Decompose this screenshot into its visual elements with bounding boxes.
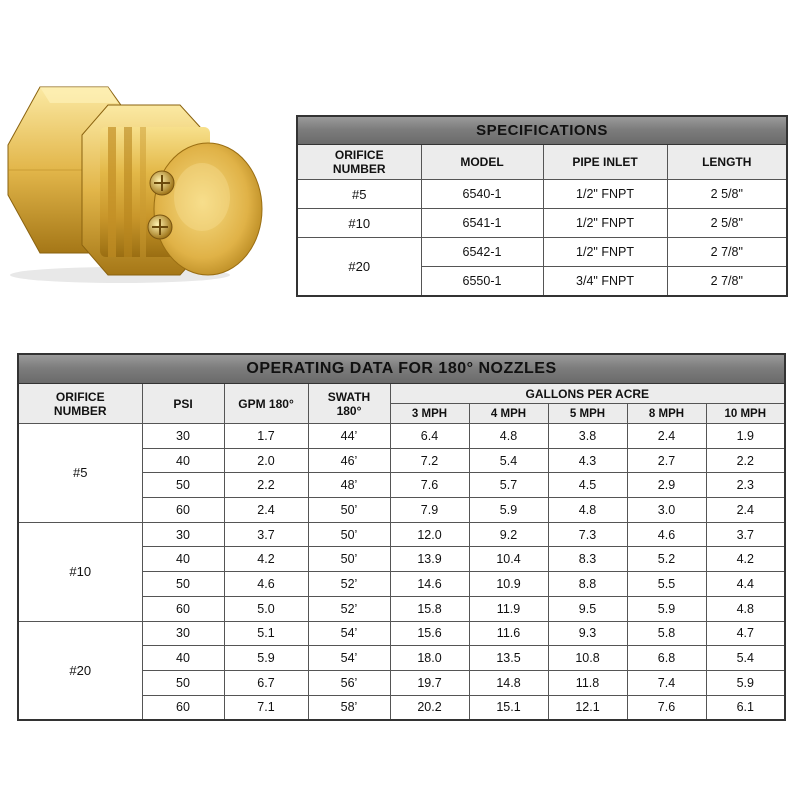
gallons-per-acre-cell: 4.2 (706, 547, 785, 572)
ops-header-gallons-per-acre: GALLONS PER ACRE (390, 384, 785, 404)
gallons-per-acre-cell: 4.5 (548, 473, 627, 498)
gallons-per-acre-cell: 15.1 (469, 695, 548, 720)
orifice-cell: #20 (18, 621, 142, 720)
spec-header-orifice: ORIFICE NUMBER (297, 145, 421, 180)
spec-header-pipe-inlet: PIPE INLET (543, 145, 667, 180)
gpm-cell: 5.1 (224, 621, 308, 646)
gallons-per-acre-cell: 11.6 (469, 621, 548, 646)
gpm-cell: 4.2 (224, 547, 308, 572)
swath-cell: 52’ (308, 572, 390, 597)
orifice-cell: #5 (18, 424, 142, 523)
swath-cell: 56’ (308, 670, 390, 695)
gallons-per-acre-cell: 5.7 (469, 473, 548, 498)
psi-cell: 60 (142, 498, 224, 523)
gallons-per-acre-cell: 4.4 (706, 572, 785, 597)
gallons-per-acre-cell: 7.4 (627, 670, 706, 695)
gallons-per-acre-cell: 5.9 (627, 596, 706, 621)
gpm-cell: 2.0 (224, 448, 308, 473)
gallons-per-acre-cell: 20.2 (390, 695, 469, 720)
swath-cell: 48’ (308, 473, 390, 498)
gpm-cell: 7.1 (224, 695, 308, 720)
gallons-per-acre-cell: 14.8 (469, 670, 548, 695)
psi-cell: 50 (142, 670, 224, 695)
gallons-per-acre-cell: 5.5 (627, 572, 706, 597)
gallons-per-acre-cell: 2.7 (627, 448, 706, 473)
psi-cell: 30 (142, 522, 224, 547)
gallons-per-acre-cell: 6.4 (390, 424, 469, 449)
gallons-per-acre-cell: 2.2 (706, 448, 785, 473)
gallons-per-acre-cell: 3.7 (706, 522, 785, 547)
swath-cell: 50’ (308, 547, 390, 572)
gallons-per-acre-cell: 12.1 (548, 695, 627, 720)
ops-header-psi: PSI (142, 384, 224, 424)
gallons-per-acre-cell: 14.6 (390, 572, 469, 597)
gallons-per-acre-cell: 6.8 (627, 646, 706, 671)
table-row (297, 238, 787, 267)
orifice-cell: #5 (297, 180, 421, 209)
gpm-cell: 2.2 (224, 473, 308, 498)
orifice-cell: #20 (297, 238, 421, 296)
model-cell: 6540-1 (421, 180, 543, 209)
psi-cell: 60 (142, 596, 224, 621)
model-cell: 6542-1 (421, 238, 543, 267)
gpm-cell: 2.4 (224, 498, 308, 523)
gallons-per-acre-cell: 5.8 (627, 621, 706, 646)
psi-cell: 30 (142, 424, 224, 449)
specifications-table (296, 115, 788, 297)
ops-header-speed: 3 MPH (390, 404, 469, 424)
psi-cell: 50 (142, 572, 224, 597)
length-cell: 2 5/8" (667, 180, 787, 209)
operating-data-title: OPERATING DATA FOR 180° NOZZLES (18, 354, 785, 384)
operating-data-table (17, 353, 786, 721)
gallons-per-acre-cell: 2.4 (627, 424, 706, 449)
pipe-inlet-cell: 1/2" FNPT (543, 180, 667, 209)
gallons-per-acre-cell: 2.3 (706, 473, 785, 498)
gallons-per-acre-cell: 3.0 (627, 498, 706, 523)
pipe-inlet-cell: 3/4" FNPT (543, 267, 667, 296)
gallons-per-acre-cell: 4.3 (548, 448, 627, 473)
ops-header-speed: 5 MPH (548, 404, 627, 424)
swath-cell: 58’ (308, 695, 390, 720)
psi-cell: 30 (142, 621, 224, 646)
gpm-cell: 1.7 (224, 424, 308, 449)
swath-cell: 44’ (308, 424, 390, 449)
gallons-per-acre-cell: 5.9 (469, 498, 548, 523)
table-row (297, 209, 787, 238)
spec-header-length: LENGTH (667, 145, 787, 180)
gallons-per-acre-cell: 5.4 (706, 646, 785, 671)
ops-header-speed: 4 MPH (469, 404, 548, 424)
gallons-per-acre-cell: 11.8 (548, 670, 627, 695)
gallons-per-acre-cell: 4.8 (548, 498, 627, 523)
gallons-per-acre-cell: 15.8 (390, 596, 469, 621)
orifice-cell: #10 (297, 209, 421, 238)
gallons-per-acre-cell: 4.6 (627, 522, 706, 547)
gallons-per-acre-cell: 8.3 (548, 547, 627, 572)
length-cell: 2 7/8" (667, 267, 787, 296)
swath-cell: 54’ (308, 621, 390, 646)
spec-header-model: MODEL (421, 145, 543, 180)
swath-cell: 50’ (308, 522, 390, 547)
gallons-per-acre-cell: 7.6 (390, 473, 469, 498)
orifice-cell: #10 (18, 522, 142, 621)
gpm-cell: 5.9 (224, 646, 308, 671)
ops-header-gpm: GPM 180° (224, 384, 308, 424)
gpm-cell: 5.0 (224, 596, 308, 621)
swath-cell: 46’ (308, 448, 390, 473)
gpm-cell: 4.6 (224, 572, 308, 597)
gallons-per-acre-cell: 5.9 (706, 670, 785, 695)
psi-cell: 40 (142, 448, 224, 473)
swath-cell: 52’ (308, 596, 390, 621)
gallons-per-acre-cell: 18.0 (390, 646, 469, 671)
gallons-per-acre-cell: 7.6 (627, 695, 706, 720)
gallons-per-acre-cell: 10.4 (469, 547, 548, 572)
gallons-per-acre-cell: 7.3 (548, 522, 627, 547)
gallons-per-acre-cell: 8.8 (548, 572, 627, 597)
gallons-per-acre-cell: 11.9 (469, 596, 548, 621)
gallons-per-acre-cell: 10.8 (548, 646, 627, 671)
table-row (18, 522, 785, 547)
gallons-per-acre-cell: 9.5 (548, 596, 627, 621)
gallons-per-acre-cell: 2.9 (627, 473, 706, 498)
psi-cell: 60 (142, 695, 224, 720)
brass-nozzle-image (0, 75, 270, 285)
gallons-per-acre-cell: 19.7 (390, 670, 469, 695)
length-cell: 2 5/8" (667, 209, 787, 238)
table-row (18, 621, 785, 646)
ops-header-orifice: ORIFICE NUMBER (18, 384, 142, 424)
gallons-per-acre-cell: 9.3 (548, 621, 627, 646)
swath-cell: 54’ (308, 646, 390, 671)
model-cell: 6550-1 (421, 267, 543, 296)
specifications-title: SPECIFICATIONS (297, 116, 787, 145)
swath-cell: 50’ (308, 498, 390, 523)
pipe-inlet-cell: 1/2" FNPT (543, 238, 667, 267)
ops-header-swath: SWATH 180° (308, 384, 390, 424)
ops-header-speed: 10 MPH (706, 404, 785, 424)
table-row (297, 180, 787, 209)
gallons-per-acre-cell: 13.5 (469, 646, 548, 671)
gallons-per-acre-cell: 13.9 (390, 547, 469, 572)
gallons-per-acre-cell: 1.9 (706, 424, 785, 449)
gallons-per-acre-cell: 5.4 (469, 448, 548, 473)
ops-header-speed: 8 MPH (627, 404, 706, 424)
gpm-cell: 6.7 (224, 670, 308, 695)
gallons-per-acre-cell: 2.4 (706, 498, 785, 523)
gallons-per-acre-cell: 4.7 (706, 621, 785, 646)
gallons-per-acre-cell: 7.2 (390, 448, 469, 473)
pipe-inlet-cell: 1/2" FNPT (543, 209, 667, 238)
gallons-per-acre-cell: 10.9 (469, 572, 548, 597)
table-row (18, 424, 785, 449)
gallons-per-acre-cell: 7.9 (390, 498, 469, 523)
psi-cell: 40 (142, 547, 224, 572)
gallons-per-acre-cell: 3.8 (548, 424, 627, 449)
gallons-per-acre-cell: 9.2 (469, 522, 548, 547)
length-cell: 2 7/8" (667, 238, 787, 267)
gallons-per-acre-cell: 15.6 (390, 621, 469, 646)
model-cell: 6541-1 (421, 209, 543, 238)
gpm-cell: 3.7 (224, 522, 308, 547)
gallons-per-acre-cell: 6.1 (706, 695, 785, 720)
psi-cell: 40 (142, 646, 224, 671)
gallons-per-acre-cell: 4.8 (469, 424, 548, 449)
gallons-per-acre-cell: 5.2 (627, 547, 706, 572)
gallons-per-acre-cell: 4.8 (706, 596, 785, 621)
gallons-per-acre-cell: 12.0 (390, 522, 469, 547)
psi-cell: 50 (142, 473, 224, 498)
